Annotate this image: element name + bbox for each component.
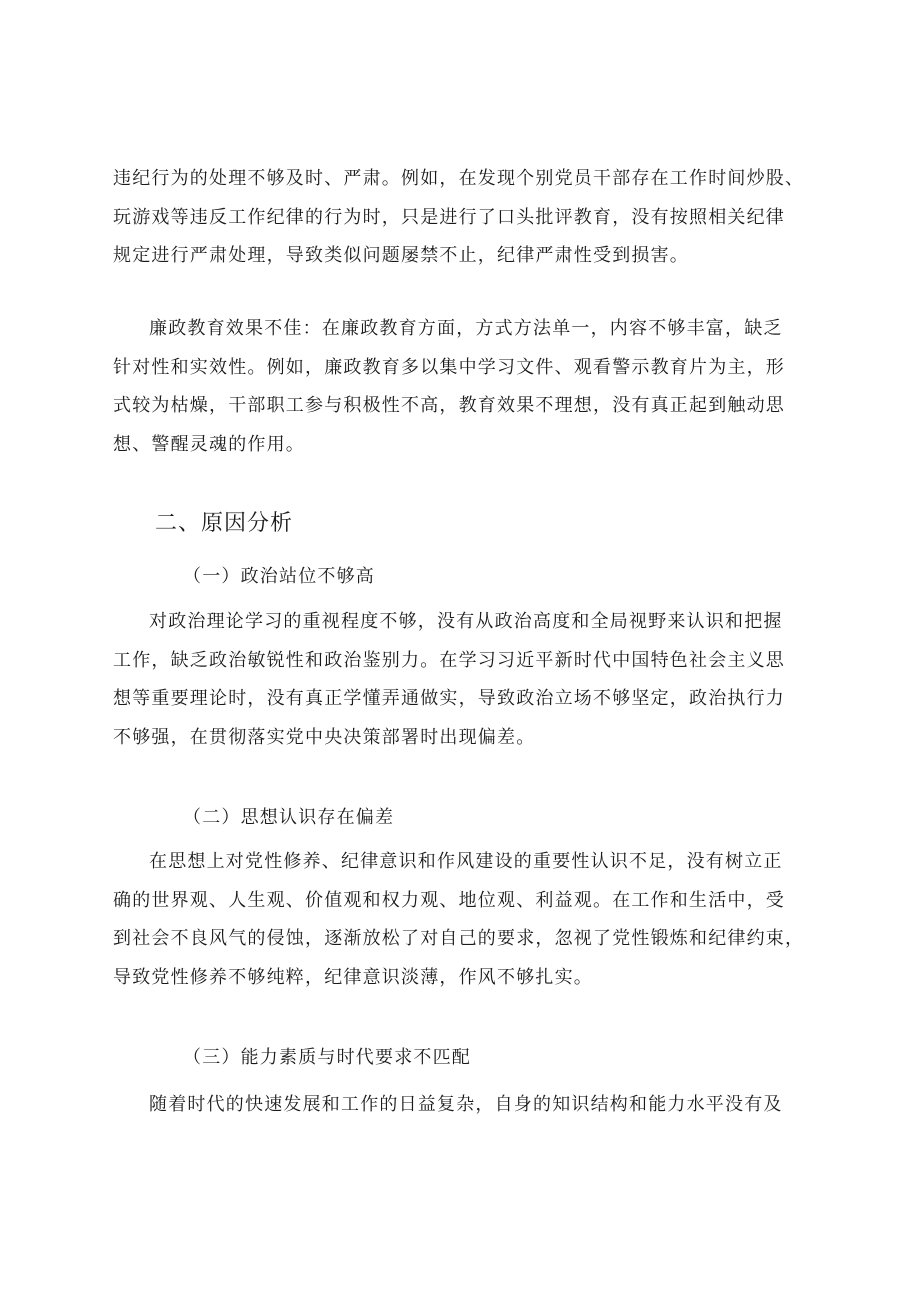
text-line: 不够强，在贯彻落实党中央决策部署时出现偏差。 (113, 726, 536, 748)
subsection-heading: （二）思想认识存在偏差 (183, 807, 395, 828)
text-line: 玩游戏等违反工作纪律的行为时，只是进行了口头批评教育，没有按照相关纪律 (113, 206, 785, 228)
subsection-heading: （一）政治站位不够高 (183, 566, 375, 587)
paragraph-integrity-education (113, 310, 825, 464)
text-line: 导致党性修养不够纯粹，纪律意识淡薄，作风不够扎实。 (113, 966, 593, 988)
text-line: 想等重要理论时，没有真正学懂弄通做实，导致政治立场不够坚定，政治执行力 (113, 688, 785, 709)
text-line: 对政治理论学习的重视程度不够，没有从政治高度和全局视野来认识和把握 (149, 611, 783, 632)
section-heading: 二、原因分析 (155, 511, 294, 536)
text-line: 想、警醒灵魂的作用。 (113, 433, 305, 455)
text-line: 在思想上对党性修养、纪律意识和作风建设的重要性认识不足，没有树立正 (149, 851, 783, 872)
text-line: 违纪行为的处理不够及时、严肃。例如，在发现个别党员干部存在工作时间炒股、 (113, 168, 805, 189)
text-line: 随着时代的快速发展和工作的日益复杂，自身的知识结构和能力水平没有及 (149, 1094, 783, 1115)
text-line: 规定进行严肃处理，导致类似问题屡禁不止，纪律严肃性受到损害。 (113, 245, 689, 266)
paragraph-discipline-handling (113, 160, 825, 276)
paragraph-ideological-understanding (113, 843, 825, 997)
paragraph-political-stance (113, 603, 825, 757)
text-line: 确的世界观、人生观、价值观和权力观、地位观、利益观。在工作和生活中，受 (113, 889, 785, 911)
paragraph-ability-quality (113, 1086, 825, 1125)
text-line: 式较为枯燥，干部职工参与积极性不高，教育效果不理想，没有真正起到触动思 (113, 395, 785, 416)
text-line: 工作，缺乏政治敏锐性和政治鉴别力。在学习习近平新时代中国特色社会主义思 (113, 649, 785, 671)
text-line: 针对性和实效性。例如，廉政教育多以集中学习文件、观看警示教育片为主，形 (113, 356, 785, 378)
text-line: 到社会不良风气的侵蚀，逐渐放松了对自己的要求，忽视了党性锻炼和纪律约束， (113, 928, 805, 949)
text-line: 廉政教育效果不佳：在廉政教育方面，方式方法单一，内容不够丰富，缺乏 (149, 318, 783, 339)
subsection-heading: （三）能力素质与时代要求不匹配 (183, 1047, 471, 1068)
